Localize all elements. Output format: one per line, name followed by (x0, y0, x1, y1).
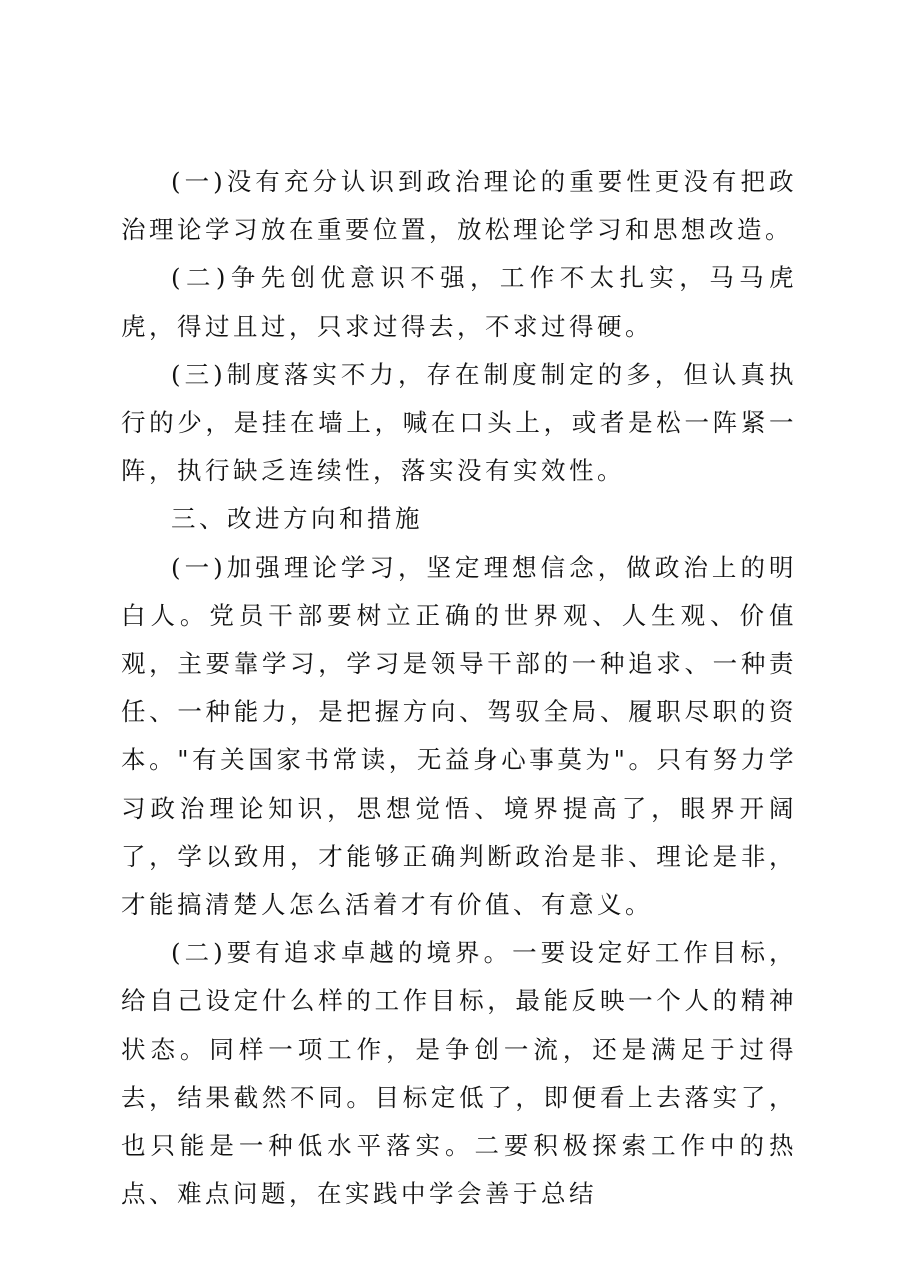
paragraph-deficiency-2: (二)争先创优意识不强，工作不太扎实，马马虎虎，得过且过，只求过得去，不求过得硬。 (121, 263, 797, 341)
paragraph-deficiency-3: (三)制度落实不力，存在制度制定的多，但认真执行的少，是挂在墙上，喊在口头上，或者是松一阵紧一阵，执行缺乏连续性，落实没有实效性。 (121, 359, 797, 486)
section-heading-improvement: 三、改进方向和措施 (171, 504, 423, 534)
paragraph-deficiency-1: (一)没有充分认识到政治理论的重要性更没有把政治理论学习放在重要位置，放松理论学习和思想改造。 (121, 167, 797, 245)
paragraph-measure-2: (二)要有追求卓越的境界。一要设定好工作目标，给自己设定什么样的工作目标，最能反映一个人的精神状态。同样一项工作，是争创一流，还是满足于过得去，结果截然不同。目标定低了，即便看上去落实了，也只能是一种低水平落实。二要积极探索工作中的热点、难点问题，在实践中学会善于总结 (121, 938, 797, 1209)
document-body (121, 158, 797, 1218)
paragraph-measure-1: (一)加强理论学习，坚定理想信念，做政治上的明白人。党员干部要树立正确的世界观、人生观、价值观，主要靠学习，学习是领导干部的一种追求、一种责任、一种能力，是把握方向、驾驭全局、履职尽职的资本。"有关国家书常读，无益身心事莫为"。只有努力学习政治理论知识，思想觉悟、境界提高了，眼界开阔了，学以致用，才能够正确判断政治是非、理论是非，才能搞清楚人怎么活着才有价值、有意义。 (121, 552, 797, 920)
